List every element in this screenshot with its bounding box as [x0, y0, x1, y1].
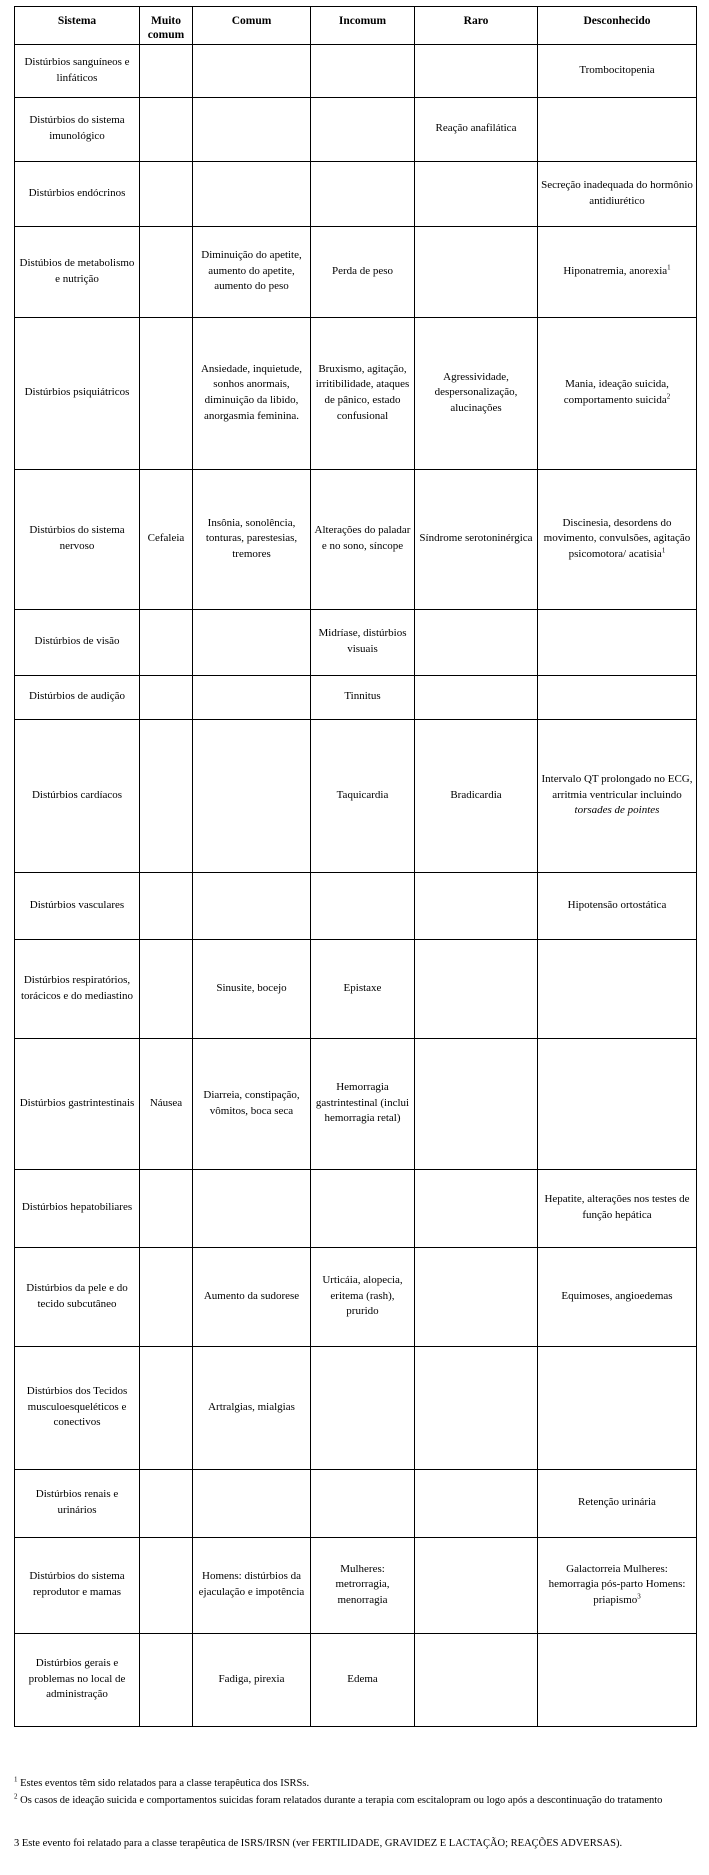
footnote-3 — [14, 1838, 704, 1851]
cell-text: Distúrbios dos Tecidos musculoesqueléticos e conectivos — [26, 1385, 128, 1429]
cell-raro — [415, 1537, 538, 1633]
cell-incomum — [311, 97, 415, 161]
cell-desconhecido — [538, 1469, 697, 1537]
cell-comum — [193, 1469, 311, 1537]
cell-text: Diarreia, constipação, vômitos, boca seca — [203, 1088, 300, 1117]
cell-incomum — [311, 939, 415, 1038]
cell-desconhecido — [538, 1247, 697, 1346]
table-row — [15, 1346, 697, 1469]
cell-text: Intervalo QT prolongado no ECG, arritmia ventricular incluindo — [541, 773, 693, 801]
table-row — [15, 317, 697, 469]
cell-sistema — [15, 226, 140, 317]
cell-desconhecido — [538, 1346, 697, 1469]
cell-desconhecido — [538, 719, 697, 872]
cell-muito-comum — [140, 469, 193, 609]
footnote-2 — [14, 1792, 704, 1808]
cell-desconhecido — [538, 317, 697, 469]
footnote-3-text: 3 Este evento foi relatado para a classe terapêutica de ISRS/IRSN (ver FERTILIDADE, GRAVIDEZ E LACTAÇÃO; REAÇÕES ADVERSAS). — [14, 1838, 623, 1849]
cell-text: Distúrbios da pele e do tecido subcutâneo — [26, 1281, 128, 1310]
table-row — [15, 872, 697, 939]
cell-desconhecido — [538, 1633, 697, 1726]
cell-sistema — [15, 1469, 140, 1537]
cell-comum — [193, 44, 311, 97]
cell-text: Alterações do paladar e no sono, síncope — [314, 524, 411, 553]
cell-incomum — [311, 1633, 415, 1726]
cell-sistema — [15, 1537, 140, 1633]
cell-raro — [415, 44, 538, 97]
cell-muito-comum — [140, 317, 193, 469]
cell-raro — [415, 469, 538, 609]
cell-text: Agressividade, despersonalização, alucinações — [434, 370, 518, 414]
cell-text: Hemorragia gastrintestinal (inclui hemorragia retal) — [315, 1081, 410, 1125]
table-row — [15, 1169, 697, 1247]
header-sistema: Sistema — [15, 7, 140, 45]
cell-comum — [193, 872, 311, 939]
cell-text: Equimoses, angioedemas — [561, 1289, 673, 1302]
cell-desconhecido — [538, 609, 697, 675]
cell-text: Mulheres: metrorragia, menorragia — [335, 1562, 390, 1606]
cell-muito-comum — [140, 1469, 193, 1537]
cell-comum — [193, 675, 311, 719]
cell-text: Bruxismo, agitação, irritibilidade, ataques de pânico, estado confusional — [315, 362, 410, 422]
cell-muito-comum — [140, 1038, 193, 1169]
cell-sistema — [15, 1247, 140, 1346]
cell-raro — [415, 97, 538, 161]
cell-text: Homens: distúrbios da ejaculação e impotência — [198, 1570, 305, 1599]
cell-sistema — [15, 939, 140, 1038]
cell-raro — [415, 609, 538, 675]
table-row — [15, 469, 697, 609]
footnote-1-mark: 1 — [14, 1775, 18, 1784]
cell-sistema — [15, 1169, 140, 1247]
cell-text: Náusea — [149, 1096, 183, 1109]
table-row — [15, 1247, 697, 1346]
table-row — [15, 44, 697, 97]
cell-comum — [193, 719, 311, 872]
cell-comum — [193, 97, 311, 161]
cell-raro — [415, 1038, 538, 1169]
cell-text: Distúrbios respiratórios, torácicos e do mediastino — [20, 973, 134, 1002]
cell-text: Distúrbios de audição — [29, 690, 125, 703]
cell-comum — [193, 1169, 311, 1247]
cell-sistema — [15, 719, 140, 872]
adverse-reactions-table — [14, 6, 697, 1727]
header-row — [15, 7, 697, 45]
cell-text: Sinusite, bocejo — [216, 981, 287, 994]
cell-text: Insônia, sonolência, tonturas, parestesias, tremores — [205, 516, 298, 560]
cell-text: Aumento da sudorese — [203, 1289, 300, 1302]
cell-text: Epistaxe — [343, 981, 382, 994]
cell-text: Distúbios de metabolismo e nutrição — [19, 256, 135, 285]
cell-muito-comum — [140, 609, 193, 675]
cell-desconhecido — [538, 1169, 697, 1247]
cell-raro — [415, 675, 538, 719]
cell-text: Distúrbios gerais e problemas no local de administração — [28, 1657, 126, 1701]
header-desconhecido: Desconhecido — [538, 7, 697, 45]
cell-raro — [415, 1633, 538, 1726]
header-muito-comum: Muito comum — [140, 7, 193, 45]
cell-desconhecido — [538, 469, 697, 609]
cell-comum — [193, 609, 311, 675]
cell-incomum — [311, 317, 415, 469]
cell-incomum — [311, 1537, 415, 1633]
cell-muito-comum — [140, 44, 193, 97]
cell-muito-comum — [140, 1633, 193, 1726]
cell-sistema — [15, 1038, 140, 1169]
footnote-ref: 1 — [667, 263, 671, 272]
table-row — [15, 609, 697, 675]
cell-sistema — [15, 675, 140, 719]
cell-comum — [193, 1038, 311, 1169]
cell-raro — [415, 226, 538, 317]
header-raro: Raro — [415, 7, 538, 45]
cell-sistema — [15, 609, 140, 675]
cell-text: Galactorreia Mulheres: hemorragia pós-parto Homens: priapismo — [548, 1562, 686, 1606]
cell-text: Distúrbios endócrinos — [28, 186, 126, 199]
table-row — [15, 97, 697, 161]
table-row — [15, 226, 697, 317]
cell-muito-comum — [140, 97, 193, 161]
cell-sistema — [15, 872, 140, 939]
cell-muito-comum — [140, 939, 193, 1038]
footnote-ref: 1 — [661, 546, 666, 555]
cell-comum — [193, 469, 311, 609]
cell-raro — [415, 161, 538, 226]
cell-incomum — [311, 1038, 415, 1169]
table-row — [15, 1038, 697, 1169]
cell-text: Fadiga, pirexia — [218, 1672, 285, 1685]
cell-text: Distúrbios do sistema nervoso — [29, 524, 125, 553]
cell-desconhecido — [538, 939, 697, 1038]
cell-incomum — [311, 226, 415, 317]
cell-text: Urticáia, alopecia, eritema (rash), prurido — [322, 1274, 403, 1318]
cell-text: Mania, ideação suicida, comportamento suicida — [563, 378, 669, 407]
cell-incomum — [311, 469, 415, 609]
cell-text: Distúrbios do sistema imunológico — [29, 114, 125, 143]
cell-desconhecido — [538, 1038, 697, 1169]
table-row — [15, 939, 697, 1038]
cell-muito-comum — [140, 161, 193, 226]
cell-raro — [415, 317, 538, 469]
cell-text: Hipotensão ortostática — [567, 898, 667, 911]
cell-muito-comum — [140, 1247, 193, 1346]
cell-raro — [415, 1169, 538, 1247]
cell-muito-comum — [140, 719, 193, 872]
cell-raro — [415, 1469, 538, 1537]
cell-desconhecido — [538, 1537, 697, 1633]
cell-muito-comum — [140, 675, 193, 719]
cell-comum — [193, 1633, 311, 1726]
cell-comum — [193, 939, 311, 1038]
cell-muito-comum — [140, 872, 193, 939]
cell-text: Artralgias, mialgias — [208, 1400, 295, 1413]
table-row — [15, 1633, 697, 1726]
table-row — [15, 719, 697, 872]
cell-text: Distúrbios gastrintestinais — [19, 1096, 135, 1109]
footnote-ref: 3 — [637, 1592, 641, 1601]
cell-desconhecido — [538, 97, 697, 161]
cell-incomum — [311, 1346, 415, 1469]
cell-text: Discinesia, desordens do movimento, convulsões, agitação psicomotora/ acatisia — [543, 516, 691, 560]
cell-incomum — [311, 1247, 415, 1346]
table-row — [15, 1537, 697, 1633]
italic-term: torsades de pointes — [574, 804, 660, 817]
cell-incomum — [311, 1169, 415, 1247]
cell-sistema — [15, 44, 140, 97]
cell-comum — [193, 1247, 311, 1346]
cell-sistema — [15, 161, 140, 226]
cell-text: Midríase, distúrbios visuais — [318, 627, 407, 656]
cell-text: Distúrbios vasculares — [29, 898, 125, 911]
cell-text: Taquicardia — [336, 788, 389, 801]
cell-text: Hepatite, alterações nos testes de função hepática — [544, 1193, 690, 1222]
cell-text: Edema — [347, 1672, 378, 1685]
footnote-ref: 2 — [666, 392, 671, 401]
cell-raro — [415, 939, 538, 1038]
header-incomum: Incomum — [311, 7, 415, 45]
cell-comum — [193, 161, 311, 226]
cell-incomum — [311, 675, 415, 719]
cell-incomum — [311, 719, 415, 872]
cell-text: Secreção inadequada do hormônio antidiurético — [541, 178, 693, 207]
cell-comum — [193, 317, 311, 469]
table-row — [15, 161, 697, 226]
footnote-2-mark: 2 — [14, 1792, 18, 1801]
cell-sistema — [15, 97, 140, 161]
cell-muito-comum — [140, 226, 193, 317]
cell-text: Distúrbios renais e urinários — [35, 1488, 119, 1517]
cell-incomum — [311, 872, 415, 939]
cell-raro — [415, 1346, 538, 1469]
table-row — [15, 1469, 697, 1537]
cell-incomum — [311, 44, 415, 97]
footnote-2-text: Os casos de ideação suicida e comportamentos suicidas foram relatados durante a terapia com escitalopram ou logo após a descontinuação do tratamento — [20, 1795, 663, 1806]
cell-sistema — [15, 469, 140, 609]
header-comum: Comum — [193, 7, 311, 45]
cell-text: Distúrbios psiquiátricos — [24, 386, 130, 399]
cell-incomum — [311, 161, 415, 226]
cell-text: Diminuição do apetite, aumento do apetite, aumento do peso — [201, 249, 302, 293]
cell-desconhecido — [538, 675, 697, 719]
cell-text: Distúrbios de visão — [34, 635, 120, 648]
cell-text: Distúrbios cardíacos — [31, 788, 123, 801]
cell-text: Hiponatremia, anorexia — [563, 264, 668, 277]
cell-text: Síndrome serotoninérgica — [419, 532, 533, 545]
cell-text: Distúrbios do sistema reprodutor e mamas — [29, 1570, 125, 1599]
cell-raro — [415, 719, 538, 872]
footnote-1-text: Estes eventos têm sido relatados para a classe terapêutica dos ISRSs. — [20, 1778, 310, 1789]
cell-text: Trombocitopenia — [579, 63, 655, 76]
cell-raro — [415, 872, 538, 939]
cell-comum — [193, 1537, 311, 1633]
cell-text: Reação anafilática — [435, 122, 517, 135]
cell-text: Distúrbios sanguíneos e linfáticos — [24, 55, 130, 84]
cell-text: Tinnitus — [344, 690, 381, 703]
cell-desconhecido — [538, 872, 697, 939]
cell-sistema — [15, 317, 140, 469]
cell-desconhecido — [538, 226, 697, 317]
cell-muito-comum — [140, 1169, 193, 1247]
cell-desconhecido — [538, 161, 697, 226]
table-row — [15, 675, 697, 719]
cell-text: Bradicardia — [450, 788, 502, 801]
cell-sistema — [15, 1633, 140, 1726]
cell-text: Ansiedade, inquietude, sonhos anormais, diminuição da libido, anorgasmia feminina. — [200, 362, 303, 422]
cell-comum — [193, 226, 311, 317]
footnote-1 — [14, 1775, 704, 1791]
cell-text: Cefaleia — [147, 532, 185, 545]
cell-incomum — [311, 1469, 415, 1537]
cell-muito-comum — [140, 1346, 193, 1469]
cell-desconhecido — [538, 44, 697, 97]
cell-incomum — [311, 609, 415, 675]
cell-comum — [193, 1346, 311, 1469]
cell-text: Retenção urinária — [578, 1496, 656, 1509]
cell-sistema — [15, 1346, 140, 1469]
cell-muito-comum — [140, 1537, 193, 1633]
cell-text: Distúrbios hepatobiliares — [21, 1201, 133, 1214]
cell-text: Perda de peso — [331, 264, 394, 277]
cell-raro — [415, 1247, 538, 1346]
